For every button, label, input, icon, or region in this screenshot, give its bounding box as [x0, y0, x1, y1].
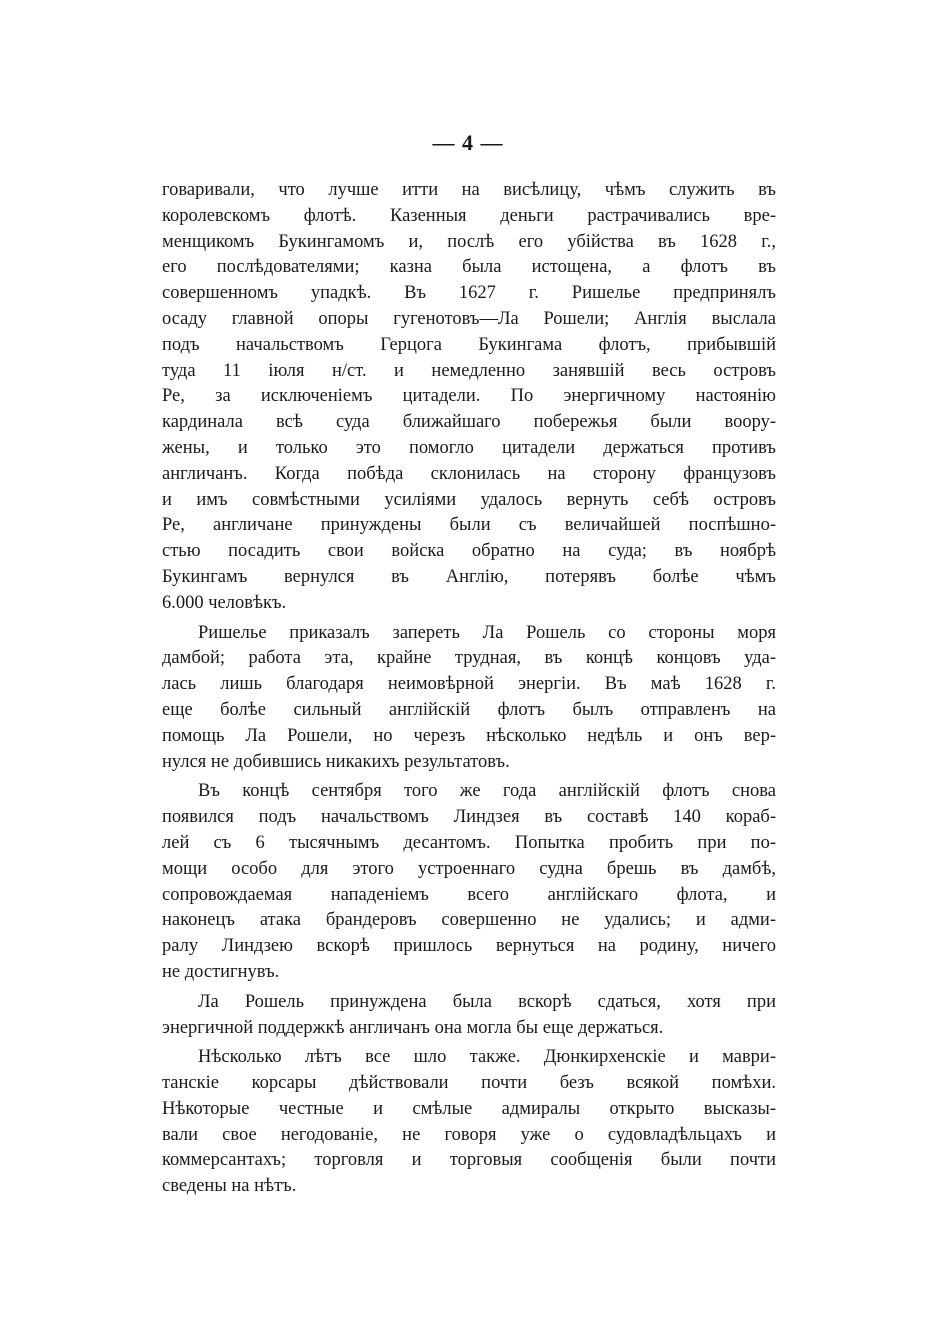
text-line: менщикомъ Букингамомъ и, послѣ его убійства въ 1628 г., [162, 231, 776, 252]
page-number: — 4 — [432, 130, 504, 155]
text-line: подъ начальствомъ Герцога Букингама флотъ, прибывшій [162, 334, 776, 355]
text-line: танскіе корсары дѣйствовали почти безъ всякой помѣхи. [162, 1073, 776, 1094]
paragraph-5 [162, 1045, 776, 1200]
text-line: ралу Линдзею вскорѣ пришлось вернуться на родину, ничего [162, 936, 776, 957]
text-line: совершенномъ упадкѣ. Въ 1627 г. Ришелье предпринялъ [162, 283, 776, 304]
text-line: Нѣсколько лѣтъ все шло также. Дюнкирхенскіе и маври- [198, 1047, 776, 1068]
body-text [162, 178, 776, 1200]
text-line: вали свое негодованіе, не говоря уже о судовладѣльцахъ и [162, 1124, 776, 1145]
text-line: лась лишь благодаря неимовѣрной энергіи. Въ маѣ 1628 г. [162, 674, 776, 695]
text-line: сведены на нѣтъ. [162, 1176, 297, 1197]
text-line: нулся не добившись никакихъ результатовъ. [162, 751, 510, 772]
text-line: энергичной поддержкѣ англичанъ она могла бы еще держаться. [162, 1017, 664, 1038]
text-line: коммерсантахъ; торговля и торговыя сообщенія были почти [162, 1150, 776, 1171]
text-line: осаду главной опоры гугенотовъ—Ла Рошели; Англія выслала [162, 308, 776, 329]
text-line: не достигнувъ. [162, 961, 280, 982]
text-line: появился подъ начальствомъ Линдзея въ составѣ 140 кораб- [162, 807, 776, 828]
text-line: Нѣкоторые честные и смѣлые адмиралы открыто высказы- [162, 1098, 776, 1119]
text-line: Ришелье приказалъ запереть Ла Рошель со стороны моря [198, 622, 776, 643]
text-line: говаривали, что лучше итти на висѣлицу, чѣмъ служить въ [162, 180, 776, 200]
text-line: Ре, англичане принуждены были съ величайшей поспѣшно- [162, 515, 776, 536]
text-line: и имъ совмѣстными усиліями удалось вернуть себѣ островъ [162, 489, 776, 510]
text-line: стью посадить свои войска обратно на суда; въ ноябрѣ [162, 541, 776, 562]
text-line: наконецъ атака брандеровъ совершенно не удались; и адми- [162, 910, 776, 931]
text-line: его послѣдователями; казна была истощена, а флотъ въ [162, 257, 776, 278]
text-line: еще болѣе сильный англійскій флотъ былъ отправленъ на [162, 699, 776, 720]
text-line: 6.000 человѣкъ. [162, 592, 287, 613]
text-line: Ре, за исключеніемъ цитадели. По энергичному настоянію [162, 386, 776, 407]
text-line: кардинала всѣ суда ближайшаго побережья были воору- [162, 412, 776, 433]
paragraph-2 [162, 621, 776, 776]
text-line: лей съ 6 тысячнымъ десантомъ. Попытка пробить при по- [162, 832, 776, 853]
text-line: помощь Ла Рошели, но черезъ нѣсколько недѣль и онъ вер- [162, 725, 776, 746]
text-line: Букингамъ вернулся въ Англію, потерявъ болѣе чѣмъ [162, 566, 776, 587]
paragraph-1 [162, 178, 776, 617]
text-line: жены, и только это помогло цитадели держаться противъ [162, 437, 776, 458]
text-line: англичанъ. Когда побѣда склонилась на сторону французовъ [162, 463, 776, 484]
text-line: туда 11 іюля н/ст. и немедленно занявшій весь островъ [162, 360, 776, 381]
text-line: сопровождаемая нападеніемъ всего англійскаго флота, и [162, 884, 776, 905]
text-line: Въ концѣ сентября того же года англійскій флотъ снова [198, 781, 776, 802]
text-line: мощи особо для этого устроеннаго судна брешь въ дамбѣ, [162, 858, 776, 879]
text-line: дамбой; работа эта, крайне трудная, въ концѣ концовъ уда- [162, 648, 776, 669]
paragraph-3 [162, 779, 776, 985]
text-line: королевскомъ флотѣ. Казенныя деньги растрачивались вре- [162, 205, 776, 226]
text-line: Ла Рошель принуждена была вскорѣ сдаться, хотя при [198, 991, 776, 1012]
paragraph-4 [162, 990, 776, 1042]
